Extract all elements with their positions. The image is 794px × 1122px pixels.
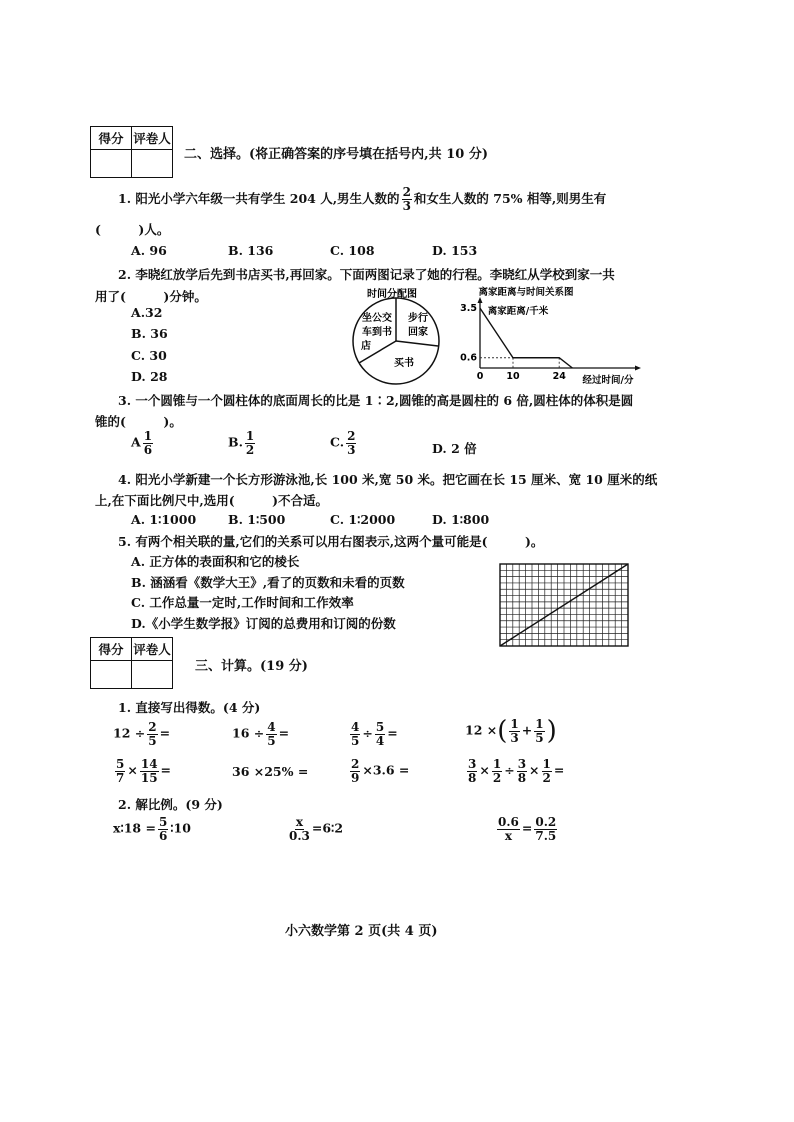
score-table-section2 — [90, 126, 173, 178]
q2-option-a: A.32 — [131, 305, 163, 320]
score-label: 得分 — [91, 638, 132, 661]
q5-option-d: D.《小学生数学报》订阅的总费用和订阅的份数 — [131, 616, 396, 631]
pie-label-walk-1: 步行 — [408, 313, 428, 324]
score-table-section3 — [90, 637, 173, 689]
calc-r2c3: $\frac{2}{9}$ ×3.6 = — [351, 757, 410, 785]
q5-line1: 5. 有两个相关联的量,它们的关系可以用右图表示,这两个量可能是( )。 — [118, 534, 544, 549]
chart-x-arrow — [635, 366, 641, 371]
q5-option-a: A. 正方体的表面积和它的棱长 — [131, 554, 300, 569]
calc-r2c1: $\frac{5}{7}$ × $\frac{14}{15}$ = — [116, 757, 172, 785]
relation-grid-chart — [494, 558, 634, 650]
pie-chart — [330, 284, 450, 386]
q2-option-c: C. 30 — [131, 348, 167, 363]
section3-sub2: 2. 解比例。(9 分) — [118, 797, 223, 812]
calc-r1c2: 16 ÷ $\frac{4}{5}$ = — [232, 720, 290, 748]
reviewer-cell[interactable] — [132, 661, 173, 689]
reviewer-label: 评卷人 — [132, 638, 173, 661]
q4-option-d: D. 1∶800 — [432, 512, 490, 527]
chart-x-tick-10: 10 — [506, 371, 520, 382]
chart-ylabel: 离家距离/千米 — [487, 306, 549, 317]
calc-r1c1: 12 ÷ $\frac{2}{5}$ = — [113, 720, 171, 748]
section3-sub1: 1. 直接写出得数。(4 分) — [118, 700, 261, 715]
pie-title: 时间分配图 — [367, 289, 417, 300]
q4-line1: 4. 阳光小学新建一个长方形游泳池,长 100 米,宽 50 米。把它画在长 15 厘米、宽 10 厘米的纸 — [118, 472, 658, 487]
q1-option-d: D. 153 — [432, 243, 478, 258]
reviewer-cell[interactable] — [132, 150, 173, 178]
pie-label-bus-1: 坐公交 — [362, 313, 392, 324]
q5-option-b: B. 涵涵看《数学大王》,看了的页数和未看的页数 — [131, 575, 405, 590]
q3-line2: 锥的( )。 — [95, 414, 182, 429]
q1-fraction: $\frac{2}{3}$ — [402, 185, 411, 213]
q3-option-a: A $\frac{1}{6}$ — [131, 429, 153, 457]
q3-line1: 3. 一个圆锥与一个圆柱体的底面周长的比是 1∶2,圆锥的高是圆柱的 6 倍,圆柱体的体积是圆 — [118, 393, 634, 408]
q1-option-c: C. 108 — [330, 243, 375, 258]
q1-text-after: 和女生人数的 75% 相等,则男生有 — [413, 191, 607, 206]
page-footer: 小六数学第 2 页(共 4 页) — [285, 924, 438, 939]
q1-line1 — [118, 186, 606, 213]
q5-option-c: C. 工作总量一定时,工作时间和工作效率 — [131, 595, 354, 610]
chart-y-tick-0.6: 0.6 — [460, 352, 477, 364]
section3-title: 三、计算。(19 分) — [195, 659, 308, 674]
proportion-3: $\frac{0.6}{x}$ = $\frac{0.2}{7.5}$ — [498, 815, 557, 843]
q3-option-b: B. $\frac{1}{2}$ — [228, 429, 255, 457]
q4-line2: 上,在下面比例尺中,选用( )不合适。 — [95, 493, 329, 508]
q2-option-b: B. 36 — [131, 326, 168, 341]
pie-divider-right — [396, 341, 438, 346]
q2-line1: 2. 李晓红放学后先到书店买书,再回家。下面两图记录了她的行程。李晓红从学校到家一共 — [118, 267, 615, 282]
q1-line2: ( )人。 — [95, 222, 170, 237]
proportion-1: x∶18 = $\frac{5}{6}$ ∶10 — [113, 815, 191, 843]
calc-r2c4: $\frac{3}{8}$ × $\frac{1}{2}$ ÷ $\frac{3}{8}$ × $\frac{1}{2}$ = — [468, 757, 565, 785]
chart-x-tick-0: 0 — [476, 371, 484, 382]
pie-label-bus-2: 车到书 — [362, 327, 392, 338]
chart-x-tick-24: 24 — [552, 371, 566, 382]
proportion-2: $\frac{x}{0.3}$ =6∶2 — [289, 815, 344, 843]
score-cell[interactable] — [91, 661, 132, 689]
q1-option-b: B. 136 — [228, 243, 274, 258]
chart-y-tick-3.5: 3.5 — [460, 303, 477, 315]
distance-time-chart — [458, 282, 644, 390]
chart-title: 离家距离与时间关系图 — [478, 287, 574, 298]
q2-line2: 用了( )分钟。 — [95, 289, 207, 304]
q4-option-c: C. 1∶2000 — [330, 512, 396, 527]
score-label: 得分 — [91, 127, 132, 150]
score-cell[interactable] — [91, 150, 132, 178]
q1-option-a: A. 96 — [131, 243, 167, 258]
section2-title: 二、选择。(将正确答案的序号填在括号内,共 10 分) — [184, 147, 488, 162]
calc-r1c4: 12 ×( $\frac{1}{3}$ + $\frac{1}{5}$ ) — [465, 716, 557, 747]
chart-series-line — [480, 308, 572, 368]
q4-option-b: B. 1∶500 — [228, 512, 286, 527]
pie-label-walk-2: 回家 — [408, 327, 428, 338]
q3-option-c: C. $\frac{2}{3}$ — [330, 429, 356, 457]
q2-option-d: D. 28 — [131, 369, 168, 384]
q3-option-d: D. 2 倍 — [432, 441, 477, 456]
q4-option-a: A. 1∶1000 — [131, 512, 197, 527]
q1-text-before: 1. 阳光小学六年级一共有学生 204 人,男生人数的 — [118, 191, 400, 206]
chart-xlabel: 经过时间/分 — [582, 375, 634, 386]
pie-label-buy: 买书 — [394, 358, 414, 369]
reviewer-label: 评卷人 — [132, 127, 173, 150]
pie-label-bus-3: 店 — [361, 341, 371, 352]
calc-r1c3: $\frac{4}{5}$ ÷ $\frac{5}{4}$ = — [351, 720, 398, 748]
calc-r2c2: 36 ×25% = — [232, 764, 309, 779]
